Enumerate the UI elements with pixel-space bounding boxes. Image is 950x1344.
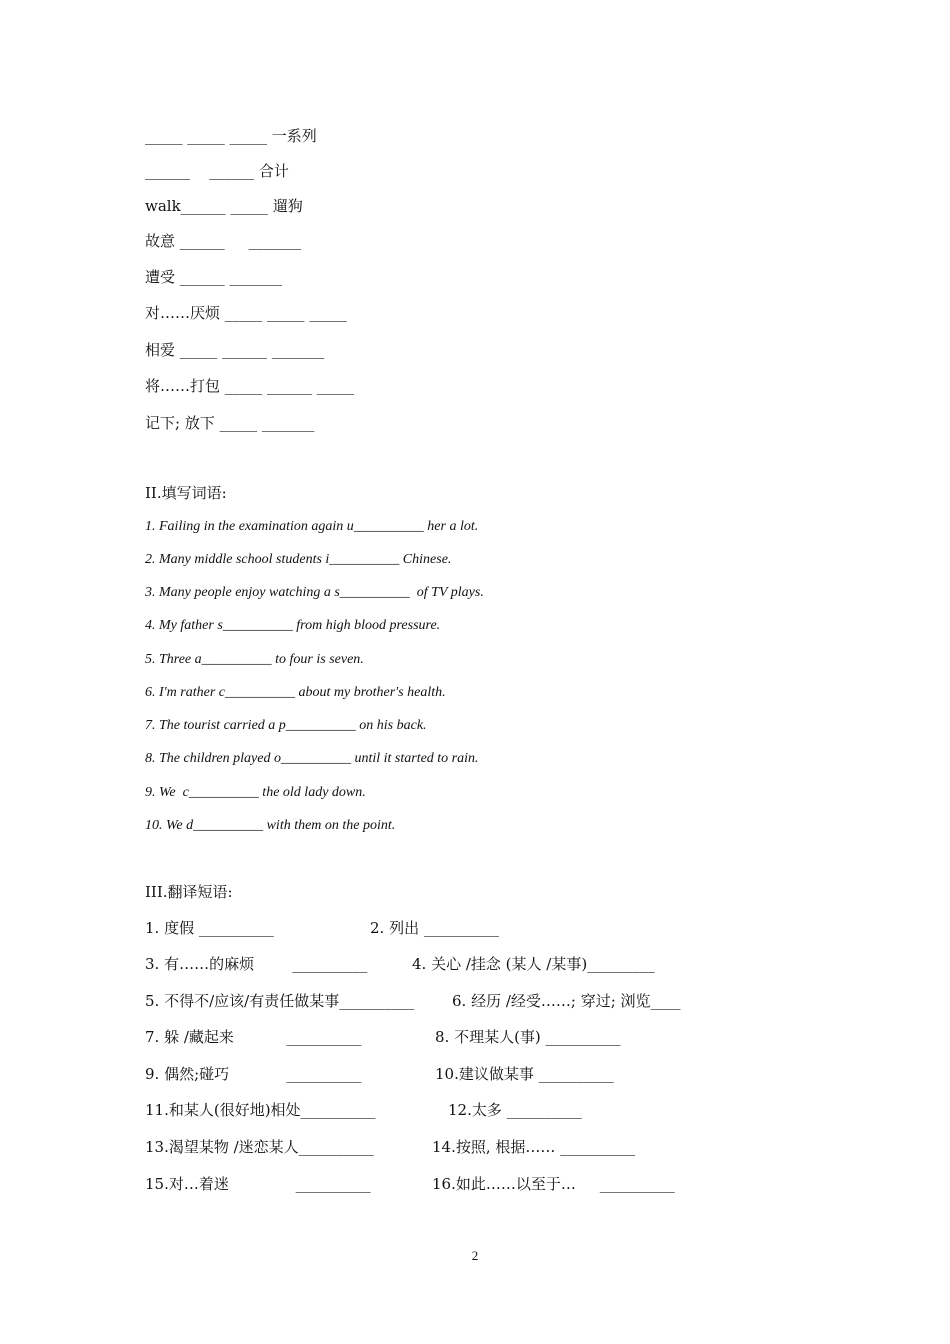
translate-item-2: 2. 列出 __________ (370, 919, 499, 937)
translate-item-16: 16.如此……以至于… __________ (432, 1175, 675, 1193)
fill-question-10: 10. We d__________ with them on the point. (145, 818, 396, 833)
fill-question-9: 9. We c__________ the old lady down. (145, 785, 366, 800)
translate-item-1: 1. 度假 __________ (145, 919, 274, 937)
section-3-heading: III.翻译短语: (145, 883, 233, 901)
fill-question-6: 6. I'm rather c__________ about my brother's health. (145, 685, 446, 700)
translate-item-15: 15.对…着迷 __________ (145, 1175, 371, 1193)
fill-question-3: 3. Many people enjoy watching a s__________ of TV plays. (145, 585, 484, 600)
fill-question-7: 7. The tourist carried a p__________ on his back. (145, 718, 427, 733)
translate-item-9: 9. 偶然;碰巧 __________ (145, 1065, 362, 1083)
phrase-line-7: 相爱 _____ ______ _______ (145, 341, 325, 359)
fill-question-2: 2. Many middle school students i__________ Chinese. (145, 552, 452, 567)
phrase-line-2: ______ ______ 合计 (145, 162, 289, 180)
phrase-line-5: 遭受 ______ _______ (145, 268, 283, 286)
phrase-line-3: walk______ _____ 遛狗 (145, 197, 303, 215)
fill-question-1: 1. Failing in the examination again u__________ her a lot. (145, 519, 479, 534)
phrase-line-1: _____ _____ _____ 一系列 (145, 127, 317, 145)
translate-item-6: 6. 经历 /经受……; 穿过; 浏览____ (452, 992, 681, 1010)
translate-item-10: 10.建议做某事 __________ (435, 1065, 614, 1083)
fill-question-5: 5. Three a__________ to four is seven. (145, 652, 364, 667)
phrase-line-9: 记下; 放下 _____ _______ (145, 414, 315, 432)
translate-item-11: 11.和某人(很好地)相处__________ (145, 1101, 376, 1119)
translate-item-3: 3. 有……的麻烦 __________ (145, 955, 368, 973)
translate-item-7: 7. 躲 /藏起来 __________ (145, 1028, 362, 1046)
translate-item-5: 5. 不得不/应该/有责任做某事__________ (145, 992, 415, 1010)
page-number: 2 (471, 1248, 479, 1263)
translate-item-14: 14.按照, 根据…… __________ (432, 1138, 636, 1156)
translate-item-4: 4. 关心 /挂念 (某人 /某事)_________ (412, 955, 655, 973)
phrase-line-4: 故意 ______ _______ (145, 232, 302, 250)
phrase-line-6: 对……厌烦 _____ _____ _____ (145, 304, 347, 322)
translate-item-8: 8. 不理某人(事) __________ (435, 1028, 621, 1046)
fill-question-4: 4. My father s__________ from high blood pressure. (145, 618, 441, 633)
section-2-heading: II.填写词语: (145, 484, 227, 502)
phrase-line-8: 将……打包 _____ ______ _____ (145, 377, 355, 395)
translate-item-12: 12.太多 __________ (448, 1101, 582, 1119)
fill-question-8: 8. The children played o__________ until it started to rain. (145, 751, 479, 766)
translate-item-13: 13.渴望某物 /迷恋某人__________ (145, 1138, 374, 1156)
